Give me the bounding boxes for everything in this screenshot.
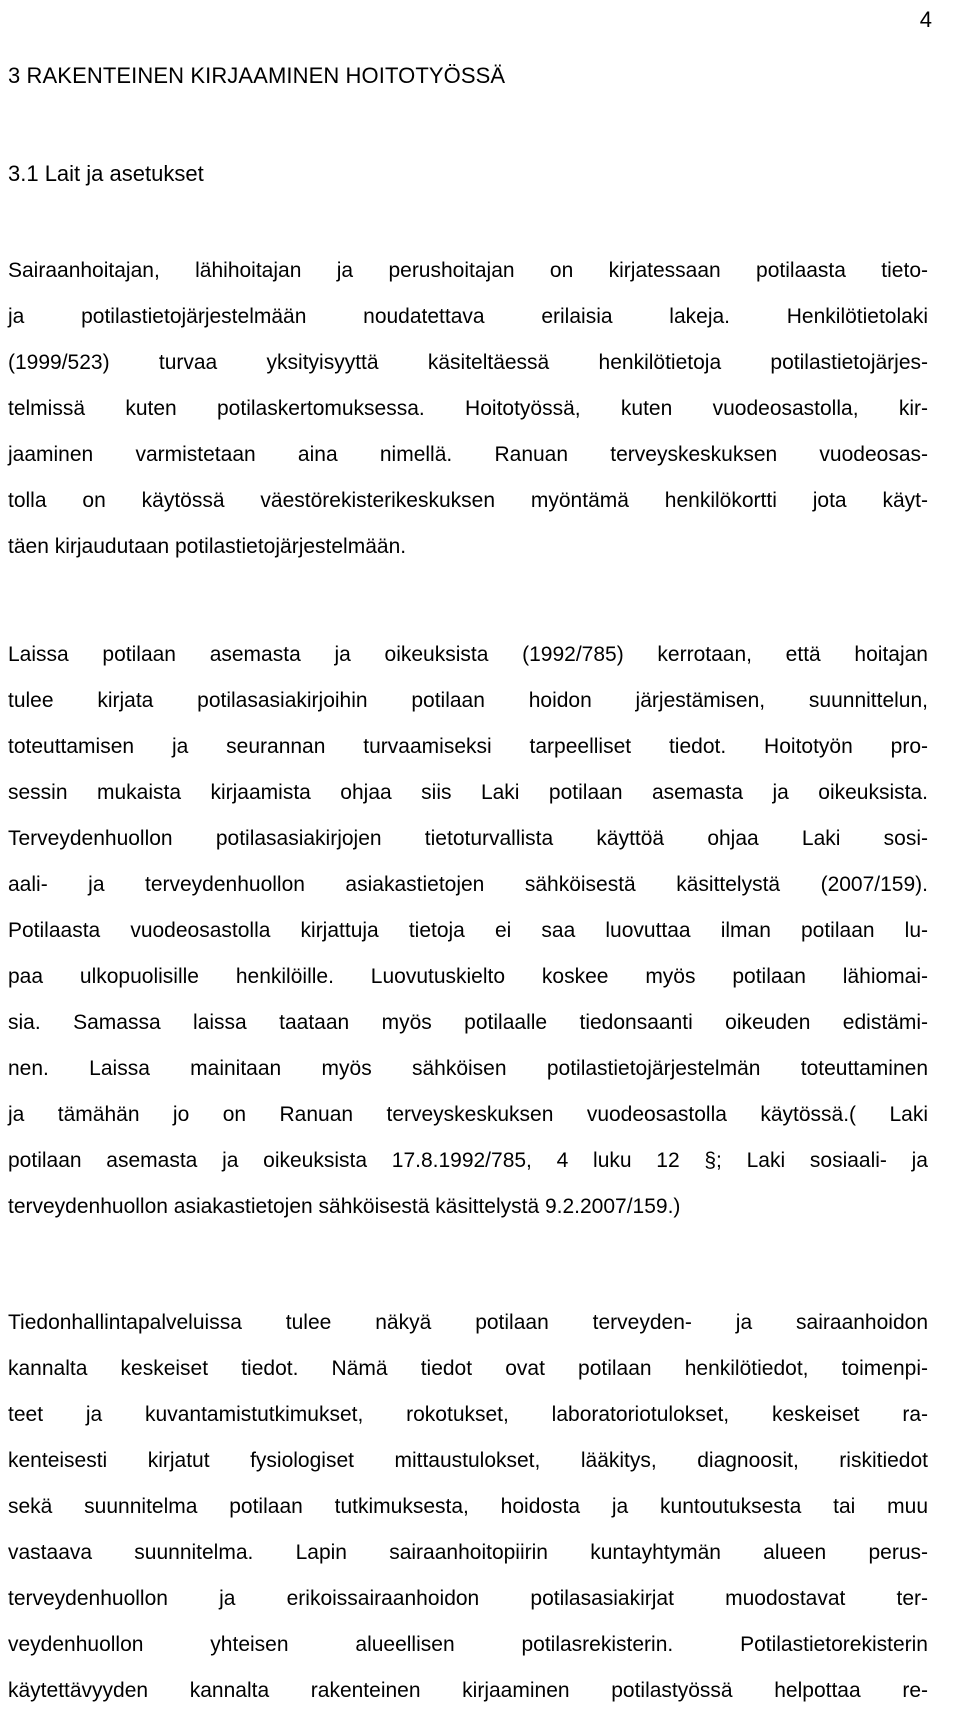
paragraph-line: sia. Samassa laissa taataan myös potilaalle tiedonsaanti oikeuden edistämi- bbox=[8, 1011, 928, 1034]
paragraph-line: Potilaasta vuodeosastolla kirjattuja tietoja ei saa luovuttaa ilman potilaan lu- bbox=[8, 919, 928, 942]
paragraph-information-services bbox=[8, 1300, 928, 1714]
paragraph-personal-data-act bbox=[8, 248, 928, 570]
paragraph-line: potilaan asemasta ja oikeuksista 17.8.1992/785, 4 luku 12 §; Laki sosiaali- ja bbox=[8, 1149, 928, 1172]
paragraph-line: ja potilastietojärjestelmään noudatettava erilaisia lakeja. Henkilötietolaki bbox=[8, 305, 928, 328]
paragraph-line: aali- ja terveydenhuollon asiakastietojen sähköisestä käsittelystä (2007/159). bbox=[8, 873, 928, 896]
paragraph-line: Terveydenhuollon potilasasiakirjojen tietoturvallista käyttöä ohjaa Laki sosi- bbox=[8, 827, 928, 850]
paragraph-line: (1999/523) turvaa yksityisyyttä käsiteltäessä henkilötietoja potilastietojärjes- bbox=[8, 351, 928, 374]
paragraph-line: kannalta keskeiset tiedot. Nämä tiedot ovat potilaan henkilötiedot, toimenpi- bbox=[8, 1357, 928, 1380]
paragraph-line: terveydenhuollon ja erikoissairaanhoidon potilasasiakirjat muodostavat ter- bbox=[8, 1587, 928, 1610]
paragraph-line: telmissä kuten potilaskertomuksessa. Hoitotyössä, kuten vuodeosastolla, kir- bbox=[8, 397, 928, 420]
paragraph-line: Laissa potilaan asemasta ja oikeuksista (1992/785) kerrotaan, että hoitajan bbox=[8, 643, 928, 666]
paragraph-line: sessin mukaista kirjaamista ohjaa siis Laki potilaan asemasta ja oikeuksista. bbox=[8, 781, 928, 804]
paragraph-line: Tiedonhallintapalveluissa tulee näkyä potilaan terveyden- ja sairaanhoidon bbox=[8, 1311, 928, 1334]
paragraph-line: vastaava suunnitelma. Lapin sairaanhoitopiirin kuntayhtymän alueen perus- bbox=[8, 1541, 928, 1564]
paragraph-line: tulee kirjata potilasasiakirjoihin potilaan hoidon järjestämisen, suunnittelun, bbox=[8, 689, 928, 712]
paragraph-patient-rights-act bbox=[8, 632, 928, 1230]
paragraph-line: kenteisesti kirjatut fysiologiset mittaustulokset, lääkitys, diagnoosit, riskitiedot bbox=[8, 1449, 928, 1472]
paragraph-line: paa ulkopuolisille henkilöille. Luovutuskielto koskee myös potilaan lähiomai- bbox=[8, 965, 928, 988]
paragraph-line: nen. Laissa mainitaan myös sähköisen potilastietojärjestelmän toteuttaminen bbox=[8, 1057, 928, 1080]
paragraph-line: sekä suunnitelma potilaan tutkimuksesta, hoidosta ja kuntoutuksesta tai muu bbox=[8, 1495, 928, 1518]
paragraph-line: täen kirjaudutaan potilastietojärjestelmään. bbox=[8, 535, 407, 558]
paragraph-line: teet ja kuvantamistutkimukset, rokotukset, laboratoriotulokset, keskeiset ra- bbox=[8, 1403, 928, 1426]
paragraph-line: veydenhuollon yhteisen alueellisen potilasrekisterin. Potilastietorekisterin bbox=[8, 1633, 928, 1656]
paragraph-line: toteuttamisen ja seurannan turvaamiseksi tarpeelliset tiedot. Hoitotyön pro- bbox=[8, 735, 928, 758]
paragraph-line: jaaminen varmistetaan aina nimellä. Ranuan terveyskeskuksen vuodeosas- bbox=[8, 443, 928, 466]
section-heading: 3.1 Lait ja asetukset bbox=[8, 161, 204, 186]
paragraph-line: Sairaanhoitajan, lähihoitajan ja perushoitajan on kirjatessaan potilaasta tieto- bbox=[8, 259, 928, 282]
paragraph-line: terveydenhuollon asiakastietojen sähköisestä käsittelystä 9.2.2007/159.) bbox=[8, 1195, 681, 1218]
chapter-heading: 3 RAKENTEINEN KIRJAAMINEN HOITOTYÖSSÄ bbox=[8, 63, 506, 88]
paragraph-line: tolla on käytössä väestörekisterikeskuksen myöntämä henkilökortti jota käyt- bbox=[8, 489, 928, 512]
page-number: 4 bbox=[919, 7, 932, 32]
paragraph-line: ja tämähän jo on Ranuan terveyskeskuksen vuodeosastolla käytössä.( Laki bbox=[8, 1103, 928, 1126]
paragraph-line: käytettävyyden kannalta rakenteinen kirjaaminen potilastyössä helpottaa re- bbox=[8, 1679, 928, 1702]
